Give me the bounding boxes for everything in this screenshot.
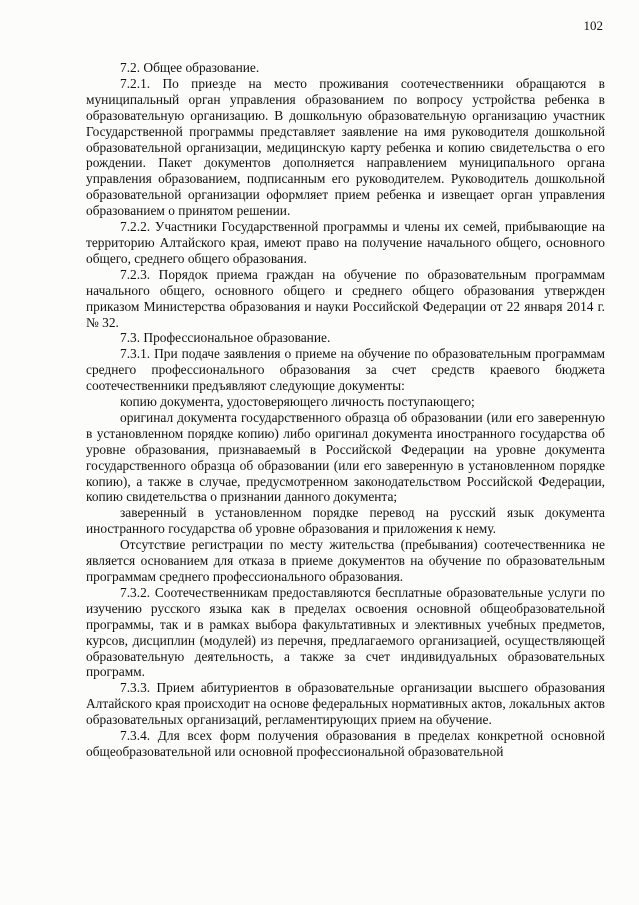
list-item-translation: заверенный в установленном порядке перевод на русский язык документа иностранного государства об уровне образования и приложения к нему. (86, 505, 605, 537)
paragraph-7-3-4: 7.3.4. Для всех форм получения образования в пределах конкретной основной общеобразовательной или основной профессиональной образовательной (86, 728, 605, 759)
section-heading-7-2: 7.2. Общее образование. (120, 60, 260, 75)
paragraph-7-2-1: 7.2.1. По приезде на место проживания соотечественники обращаются в муниципальный орган управления образованием по вопросу устройства ребенка в образовательную организацию. В дошкольную образовательную организацию участник Государственной программы представляет заявление на имя руководителя дошкольной образовательной организации, медицинскую карту ребенка и копию свидетельства о его рождении. Пакет документов дополняется направлением муниципального органа управления образованием, подписанным его руководителем. Руководитель дошкольной образовательной организации оформляет прием ребенка и извещает орган управления образованием о принятом решении. (86, 75, 605, 219)
paragraph-registration-note: Отсутствие регистрации по месту жительства (пребывания) соотечественника не является основанием для отказа в приеме документов на обучение по образовательным программам среднего профессионального образования. (86, 537, 605, 584)
list-item-education-document: оригинал документа государственного образца об образовании (или его заверенную в установленном порядке копию) либо оригинал документа иностранного государства об уровне образования, признаваемый в Российской Федерации на уровне документа государственного образца об образовании (или его заверенную в установленном порядке копию), а также в случае, предусмотренном законодательством Российской Федерации, копию свидетельства о признании данного документа; (86, 409, 605, 505)
paragraph-7-3-2: 7.3.2. Соотечественникам предоставляются бесплатные образовательные услуги по изучению русского языка как в пределах освоения основной общеобразовательной программы, так и в рамках выбора факультативных и элективных учебных предметов, курсов, дисциплин (модулей) из перечня, предлагаемого организацией, осуществляющей образовательную деятельность, а также за счет индивидуальных образовательных программ. (86, 584, 605, 680)
list-item-identity-document: копию документа, удостоверяющего личность поступающего; (120, 394, 475, 410)
paragraph-7-2-3: 7.2.3. Порядок приема граждан на обучение по образовательным программам начального общего, основного общего и среднего общего образования утвержден приказом Министерства образования и науки Российской Федерации от 22 января 2014 г. № 32. (86, 266, 605, 330)
paragraph-7-2-2: 7.2.2. Участники Государственной программы и члены их семей, прибывающие на территорию Алтайского края, имеют право на получение начального общего, основного общего, среднего общего образования. (86, 219, 605, 266)
paragraph-7-3-3: 7.3.3. Прием абитуриентов в образовательные организации высшего образования Алтайского края происходит на основе федеральных нормативных актов, локальных актов образовательных организаций, регламентирующих прием на обучение. (86, 680, 605, 728)
document-body (86, 60, 605, 760)
section-heading-7-3: 7.3. Профессиональное образование. (120, 330, 331, 346)
page-number: 102 (583, 18, 603, 33)
paragraph-7-3-1: 7.3.1. При подаче заявления о приеме на обучение по образовательным программам среднего профессионального образования за счет средств краевого бюджета соотечественники предъявляют следующие документы: (86, 346, 605, 394)
